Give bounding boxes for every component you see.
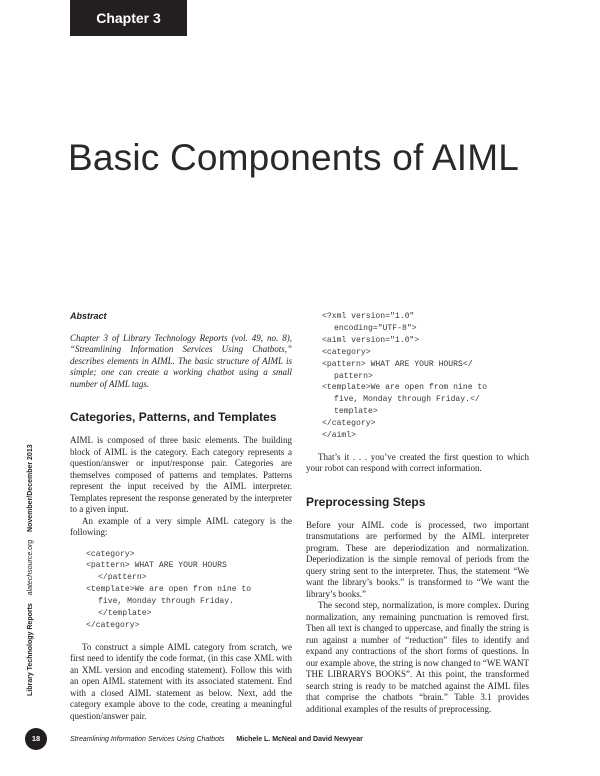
code-line: template> xyxy=(334,407,378,417)
code-line: <pattern> WHAT ARE YOUR HOURS</ xyxy=(322,359,473,369)
footer-publication: Streamlining Information Services Using Chatbots xyxy=(70,736,225,743)
left-column xyxy=(70,311,292,722)
section-heading-categories: Categories, Patterns, and Templates xyxy=(70,410,277,424)
code-line: <template>We are open from nine to xyxy=(322,383,488,393)
paragraph: That’s it . . . you’ve created the first question to which your robot can respond with correct information. xyxy=(306,451,529,474)
sidebar-date: November/December 2013 xyxy=(27,444,34,532)
code-line: <pattern> WHAT ARE YOUR HOURS xyxy=(86,561,227,571)
code-line: </category> xyxy=(86,620,140,630)
sidebar-site: alatechsource.org xyxy=(27,539,34,596)
code-line: five, Monday through Friday. xyxy=(98,597,234,607)
footer-authors: Michele L. McNeal and David Newyear xyxy=(236,736,363,743)
code-block-category xyxy=(86,549,292,632)
page-number: 18 xyxy=(25,728,47,750)
abstract-heading: Abstract xyxy=(70,311,107,321)
code-line: <category> xyxy=(86,549,135,559)
chapter-tab: Chapter 3 xyxy=(70,0,187,36)
paragraph: AIML is composed of three basic elements. The building block of AIML is the category. Each category represents a question/answer or input/response pair. Categories are themselves composed of patterns and templates. Patterns represent the input received by the AIML interpreter. Templates represent the response generated by the interpreter to a given input. xyxy=(70,435,292,514)
footer xyxy=(70,735,530,745)
code-line: </template> xyxy=(98,609,152,619)
paragraph: Before your AIML code is processed, two important transmutations are performed by the AIML interpreter program. These are deperiodization and normalization. Deperiodization is the simple removal of periods from the query string sent to the interpreter. Thus, the statement “We want the library’s books.” is transformed to “We want the library’s books.” xyxy=(306,519,529,599)
code-block-aiml xyxy=(322,311,529,442)
code-line: </category> xyxy=(322,419,376,429)
code-line: encoding="UTF-8"> xyxy=(334,323,417,333)
paragraph: To construct a simple AIML category from scratch, we first need to identify the code format, (in this case XML with an XML version and encoding statement). Follow this with an open AIML statement with its associated statement. End with a closed AIML statement as below. Next, add the category example above to the code, creating a meaningful question/answer pair. xyxy=(70,641,292,721)
code-line: </aiml> xyxy=(322,431,356,441)
right-column xyxy=(306,311,529,715)
code-line: <?xml version="1.0" xyxy=(322,312,415,321)
code-line: <template>We are open from nine to xyxy=(86,585,252,595)
section-heading-preprocessing: Preprocessing Steps xyxy=(306,494,426,509)
code-line: <aiml version="1.0"> xyxy=(322,335,420,345)
paragraph: An example of a very simple AIML category is the following: xyxy=(70,515,292,537)
code-line: </pattern> xyxy=(98,573,147,583)
running-sidebar xyxy=(26,356,36,696)
sidebar-report: Library Technology Reports xyxy=(27,603,34,696)
paragraph: The second step, normalization, is more complex. During normalization, any remaining punctuation is removed first. Then all text is changed to uppercase, and finally the string is run against a number of “reduction” files to identify and expand any contractions of the short forms of questions. In our example above, the string is now changed to “WE WANT THE LIBRARYS BOOKS”. At this point, the transformed search string is ready to be matched against the AIML files that comprise the chatbots “brain.” Table 3.1 provides additional examples of the results of preprocessing. xyxy=(306,600,529,714)
code-line: pattern> xyxy=(334,371,373,381)
code-line: five, Monday through Friday.</ xyxy=(334,395,480,405)
page-title: Basic Components of AIML xyxy=(68,137,520,178)
abstract-text: Chapter 3 of Library Technology Reports (vol. 49, no. 8), “Streamlining Information Services Using Chatbots,” describes elements in AIML. The basic structure of AIML is simple; one can create a working chatbot using a small number of AIML tags. xyxy=(70,332,292,389)
code-line: <category> xyxy=(322,347,371,357)
